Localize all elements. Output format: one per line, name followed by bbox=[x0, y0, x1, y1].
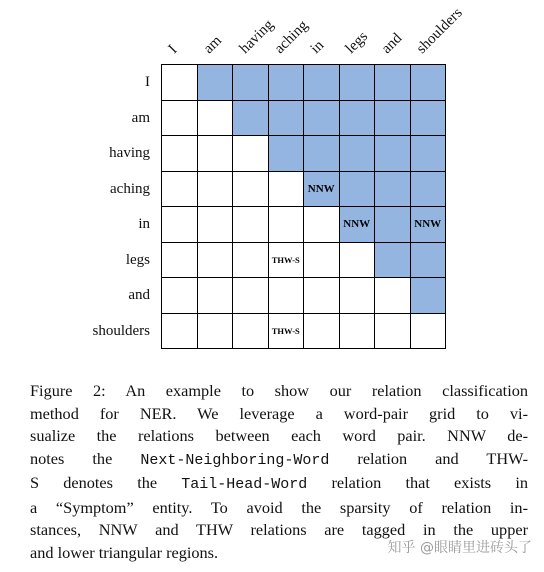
grid-cell-upper bbox=[375, 172, 411, 208]
caption-line-2: method for NER. We leverage a word-pair grid to vi- bbox=[30, 403, 528, 423]
grid-cell-upper bbox=[340, 65, 376, 101]
grid-cell-lower bbox=[340, 314, 376, 350]
grid-cell-lower bbox=[340, 243, 376, 279]
grid-cell-lower bbox=[269, 278, 305, 314]
grid-cell-lower bbox=[198, 101, 234, 137]
zhihu-watermark: 知乎 @眼睛里进砖头了 bbox=[387, 540, 532, 556]
caption-line-1: Figure 2: An example to show our relation classification bbox=[30, 381, 528, 400]
grid-cell-lower bbox=[162, 172, 198, 208]
grid-cell-upper bbox=[198, 65, 234, 101]
grid-cell-lower bbox=[233, 278, 269, 314]
grid-cell-lower bbox=[411, 314, 447, 350]
grid-cell-upper bbox=[233, 65, 269, 101]
grid-cell-lower bbox=[269, 172, 305, 208]
nnw-tag: NNW bbox=[307, 182, 335, 195]
grid-cell-lower bbox=[340, 278, 376, 314]
grid-cell-upper bbox=[304, 136, 340, 172]
grid-cell-lower bbox=[304, 207, 340, 243]
row-label: am bbox=[131, 109, 150, 126]
grid-cell-upper bbox=[269, 65, 305, 101]
column-label: and bbox=[378, 30, 406, 57]
grid-cell-lower bbox=[162, 278, 198, 314]
grid-cell-upper bbox=[375, 243, 411, 279]
row-label: I bbox=[145, 74, 150, 90]
caption-line-7: stances, NNW and THW relations are tagged in the upper bbox=[30, 520, 528, 539]
row-label: shoulders bbox=[92, 322, 150, 339]
grid-cell-lower bbox=[304, 314, 340, 350]
grid-cell-upper bbox=[304, 65, 340, 101]
grid-cell-lower bbox=[198, 136, 234, 172]
grid-cell-lower bbox=[233, 172, 269, 208]
caption-line-5-post: relation that exists in bbox=[307, 473, 529, 492]
grid-cell-upper bbox=[411, 243, 447, 279]
grid-cell-lower bbox=[233, 136, 269, 172]
row-label: and bbox=[128, 287, 150, 303]
grid-cell-lower bbox=[375, 314, 411, 350]
caption-line-8: and lower triangular regions. bbox=[30, 542, 219, 562]
thw-s-tag: THW-S bbox=[271, 254, 300, 265]
grid-cell-lower bbox=[162, 314, 198, 350]
grid-cell-upper bbox=[411, 172, 447, 208]
caption-line-4-post: relation and THW- bbox=[329, 448, 528, 468]
grid-cell-upper bbox=[304, 101, 340, 137]
grid-cell-lower bbox=[269, 243, 305, 279]
grid-cell-lower bbox=[198, 207, 234, 243]
grid-cell-upper bbox=[340, 136, 376, 172]
grid-cell-lower bbox=[304, 278, 340, 314]
grid-cell-upper bbox=[304, 172, 340, 208]
grid-cell-lower bbox=[233, 314, 269, 350]
row-label: aching bbox=[110, 180, 150, 197]
row-label: having bbox=[109, 145, 150, 161]
grid-cell-lower bbox=[233, 207, 269, 243]
grid-cell-lower bbox=[162, 65, 198, 101]
row-label: legs bbox=[125, 251, 150, 268]
grid-cell-upper bbox=[340, 207, 376, 243]
grid-cell-lower bbox=[304, 243, 340, 279]
column-label: am bbox=[201, 32, 226, 57]
caption-line-5-pre: S denotes the bbox=[30, 473, 182, 492]
column-label: shoulders bbox=[414, 5, 467, 57]
nnw-tag: NNW bbox=[414, 218, 442, 231]
caption-term-next-neighboring-word: Next-Neighboring-Word bbox=[140, 451, 330, 469]
grid-cell-lower bbox=[198, 172, 234, 208]
grid-cell-upper bbox=[375, 101, 411, 137]
grid-cell-lower bbox=[269, 314, 305, 350]
grid-cell-lower bbox=[198, 278, 234, 314]
caption-line-4 bbox=[30, 448, 528, 473]
word-pair-grid bbox=[161, 64, 446, 349]
caption-line-3: sualize the relations between each word pair. NNW de- bbox=[30, 426, 528, 445]
grid-cell-upper bbox=[340, 172, 376, 208]
grid-cell-upper bbox=[375, 136, 411, 172]
column-label: aching bbox=[272, 17, 312, 57]
caption-line-5 bbox=[30, 472, 528, 497]
grid-cell-upper bbox=[375, 65, 411, 101]
grid-cell-lower bbox=[162, 207, 198, 243]
caption-line-4-pre: notes the bbox=[30, 448, 141, 468]
grid-cell-lower bbox=[162, 101, 198, 137]
grid-cell-upper bbox=[269, 101, 305, 137]
grid-cell-lower bbox=[162, 243, 198, 279]
column-label: in bbox=[307, 37, 328, 57]
column-label: legs bbox=[343, 28, 372, 57]
grid-cell-upper bbox=[233, 101, 269, 137]
row-label: in bbox=[138, 216, 150, 232]
grid-cell-upper bbox=[411, 101, 447, 137]
nnw-tag: NNW bbox=[343, 218, 371, 231]
grid-cell-lower bbox=[198, 243, 234, 279]
grid-cell-upper bbox=[411, 278, 447, 314]
grid-cell-upper bbox=[375, 207, 411, 243]
grid-cell-upper bbox=[340, 101, 376, 137]
grid-cell-upper bbox=[411, 207, 447, 243]
grid-cell-lower bbox=[269, 207, 305, 243]
grid-cell-upper bbox=[411, 65, 447, 101]
grid-cell-lower bbox=[162, 136, 198, 172]
caption-line-6: a “Symptom” entity. To avoid the sparsity of relation in- bbox=[30, 497, 528, 517]
grid-cell-upper bbox=[411, 136, 447, 172]
grid-cell-upper bbox=[269, 136, 305, 172]
column-label: having bbox=[236, 16, 277, 57]
grid-cell-lower bbox=[375, 278, 411, 314]
grid-cell-lower bbox=[198, 314, 234, 350]
grid-cell-lower bbox=[233, 243, 269, 279]
column-label: I bbox=[165, 42, 181, 57]
thw-s-tag: THW-S bbox=[271, 325, 300, 336]
caption-term-tail-head-word: Tail-Head-Word bbox=[181, 476, 308, 493]
